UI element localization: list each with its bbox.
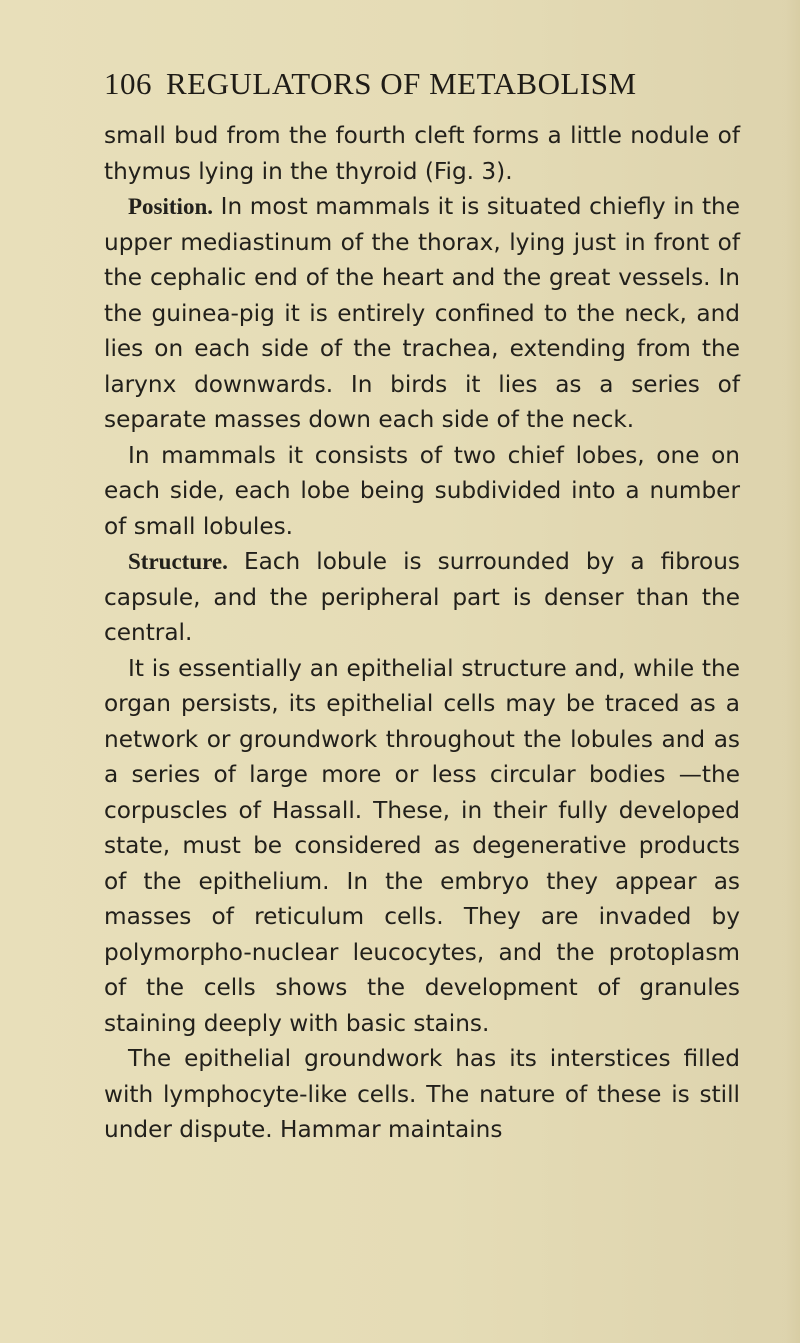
paragraph bbox=[104, 1041, 740, 1148]
running-head bbox=[104, 66, 744, 102]
paragraph bbox=[104, 118, 740, 189]
paragraph-text: small bud from the fourth cleft forms a little nodule of thymus lying in the thyroid (Fig. 3). bbox=[104, 122, 740, 185]
paragraph-text: In most mammals it is situated chiefly in the upper mediastinum of the thorax, lying just in front of the cephalic end of the heart and the great vessels. In the guinea-pig it is entirely confined to the neck, and lies on each side of the trachea, extending from the larynx downwards. In birds it lies as a series of separate masses down each side of the neck. bbox=[104, 193, 740, 433]
body-text bbox=[104, 118, 740, 1148]
paragraph bbox=[104, 544, 740, 651]
section-label-position: Position. bbox=[128, 194, 213, 219]
running-title: REGULATORS OF METABOLISM bbox=[166, 66, 637, 101]
paragraph-text: It is essentially an epithelial structure and, while the organ persists, its epithelial cells may be traced as a network or groundwork throughout the lobules and as a series of large more or less circular bodies —the corpuscles of Hassall. These, in their fully developed state, must be considered as degenerative products of the epithelium. In the embryo they appear as masses of reticulum cells. They are invaded by polymorpho-nuclear leucocytes, and the protoplasm of the cells shows the development of granules staining deeply with basic stains. bbox=[104, 654, 740, 1037]
paragraph-text: In mammals it consists of two chief lobes, one on each side, each lobe being subdivided into a number of small lobules. bbox=[104, 441, 740, 540]
paragraph bbox=[104, 438, 740, 545]
paragraph bbox=[104, 189, 740, 438]
paragraph-text: Each lobule is surrounded by a fibrous capsule, and the peripheral part is denser than the central. bbox=[104, 548, 740, 646]
paragraph bbox=[104, 651, 740, 1042]
section-label-structure: Structure. bbox=[128, 549, 228, 574]
page-number: 106 bbox=[104, 66, 152, 101]
paragraph-text: The epithelial groundwork has its interstices filled with lymphocyte-like cells. The nature of these is still under dispute. Hammar maintains bbox=[104, 1045, 740, 1143]
page-edge-shadow bbox=[786, 0, 800, 1343]
